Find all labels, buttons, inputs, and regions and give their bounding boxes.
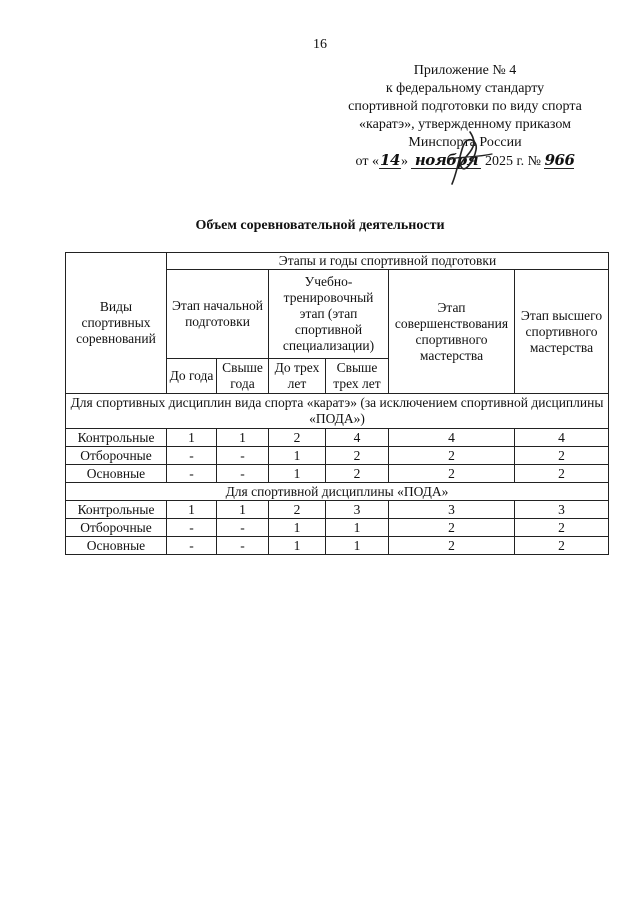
order-year: 2025 г. № bbox=[484, 154, 541, 169]
table-cell: 1 bbox=[269, 519, 326, 537]
appendix-line-ministry: Минспорта России bbox=[408, 135, 522, 150]
table-row bbox=[66, 429, 609, 447]
table-cell: - bbox=[217, 447, 269, 465]
table-cell: 1 bbox=[269, 537, 326, 555]
table-cell: 2 bbox=[389, 465, 515, 483]
row-label: Отборочные bbox=[66, 447, 167, 465]
competition-volume-table bbox=[65, 252, 609, 555]
table-cell: 2 bbox=[515, 465, 609, 483]
table-cell: 2 bbox=[269, 429, 326, 447]
header-stage-training: Учебно-тренировочный этап (этап спортивной специализации) bbox=[269, 270, 389, 359]
table-cell: - bbox=[167, 537, 217, 555]
table-cell: 1 bbox=[269, 447, 326, 465]
table-row bbox=[66, 447, 609, 465]
table-cell: 2 bbox=[515, 519, 609, 537]
table-cell: - bbox=[217, 465, 269, 483]
table-cell: 2 bbox=[326, 465, 389, 483]
table-cell: 2 bbox=[389, 447, 515, 465]
table-cell: 2 bbox=[515, 537, 609, 555]
document-title: Объем соревновательной деятельности bbox=[195, 218, 445, 233]
table-cell: - bbox=[217, 537, 269, 555]
table-cell: 4 bbox=[389, 429, 515, 447]
appendix-line-order: «каратэ», утвержденному приказом bbox=[359, 117, 571, 132]
table-cell: 4 bbox=[515, 429, 609, 447]
table-cell: 2 bbox=[269, 501, 326, 519]
table-cell: 1 bbox=[167, 429, 217, 447]
order-number-handwritten: 966 bbox=[544, 151, 575, 169]
table-cell: 1 bbox=[217, 429, 269, 447]
header-stages: Этапы и годы спортивной подготовки bbox=[167, 253, 609, 270]
header-sub-up-to-three: До трех лет bbox=[269, 359, 326, 394]
row-label: Отборочные bbox=[66, 519, 167, 537]
section-karate: Для спортивных дисциплин вида спорта «каратэ» (за исключением спортивной дисциплины «ПОДА») bbox=[66, 394, 609, 429]
header-stage-initial: Этап начальной подготовки bbox=[167, 270, 269, 359]
table-cell: - bbox=[167, 447, 217, 465]
header-sub-up-to-year: До года bbox=[167, 359, 217, 394]
table-cell: 2 bbox=[515, 447, 609, 465]
row-label: Основные bbox=[66, 537, 167, 555]
table-cell: 2 bbox=[326, 447, 389, 465]
table-cell: 1 bbox=[217, 501, 269, 519]
table-cell: 4 bbox=[326, 429, 389, 447]
header-sub-over-year: Свыше года bbox=[217, 359, 269, 394]
table-cell: - bbox=[217, 519, 269, 537]
table-cell: 3 bbox=[389, 501, 515, 519]
header-stage-highest: Этап высшего спортивного мастерства bbox=[515, 270, 609, 394]
row-label: Контрольные bbox=[66, 501, 167, 519]
table-row bbox=[66, 501, 609, 519]
table-cell: - bbox=[167, 519, 217, 537]
table-row bbox=[66, 465, 609, 483]
signature-icon bbox=[440, 130, 500, 186]
table-row bbox=[66, 537, 609, 555]
appendix-number: Приложение № 4 bbox=[413, 63, 517, 78]
table-cell: 1 bbox=[269, 465, 326, 483]
appendix-line-standard: к федеральному стандарту bbox=[385, 81, 545, 96]
table-row bbox=[66, 519, 609, 537]
header-sub-over-three: Свыше трех лет bbox=[326, 359, 389, 394]
header-competition-types: Виды спортивных соревнований bbox=[66, 253, 167, 394]
table-cell: - bbox=[167, 465, 217, 483]
order-prefix: от « bbox=[355, 154, 379, 169]
table-cell: 2 bbox=[389, 537, 515, 555]
order-day-handwritten: 14 bbox=[380, 151, 400, 169]
header-stage-improvement: Этап совершенствования спортивного мастерства bbox=[389, 270, 515, 394]
table-cell: 1 bbox=[326, 519, 389, 537]
appendix-line-sport: спортивной подготовки по виду спорта bbox=[348, 99, 582, 114]
table-cell: 3 bbox=[326, 501, 389, 519]
row-label: Контрольные bbox=[66, 429, 167, 447]
page-number: 16 bbox=[313, 37, 327, 52]
section-poda: Для спортивной дисциплины «ПОДА» bbox=[66, 483, 609, 501]
table-cell: 2 bbox=[389, 519, 515, 537]
row-label: Основные bbox=[66, 465, 167, 483]
order-mid: » bbox=[400, 154, 408, 169]
table-cell: 1 bbox=[326, 537, 389, 555]
table-cell: 1 bbox=[167, 501, 217, 519]
table-cell: 3 bbox=[515, 501, 609, 519]
order-month-handwritten: ноября bbox=[411, 152, 481, 169]
